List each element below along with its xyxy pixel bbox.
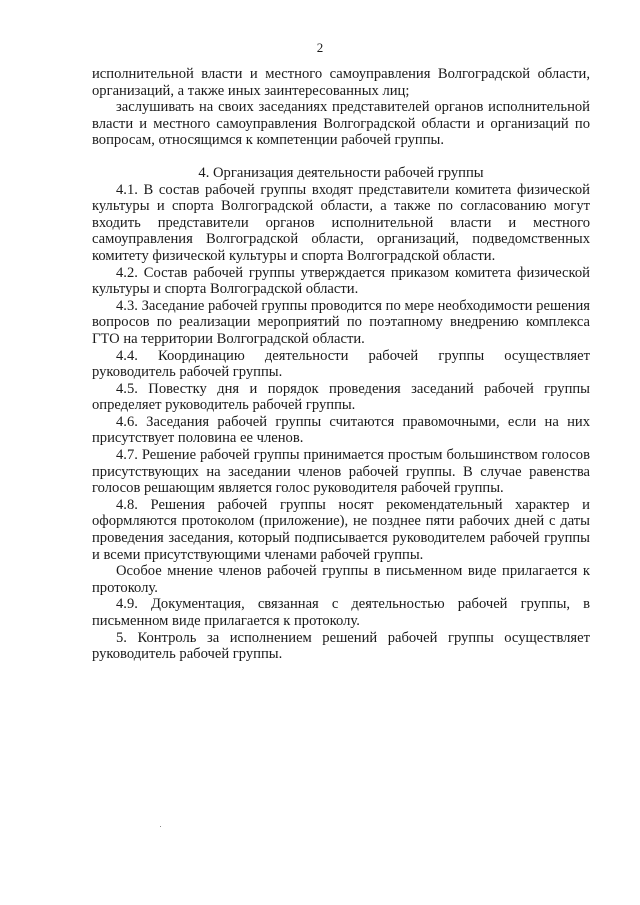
- paragraph-4-8: 4.8. Решения рабочей группы носят рекомендательный характер и оформляются протоколом (приложение), не позднее пяти рабочих дней с даты проведения заседания, который подписывается руководителем рабочей группы и всеми присутствующими членами рабочей группы.: [92, 496, 590, 563]
- paragraph-4-1: 4.1. В состав рабочей группы входят представители комитета физической культуры и спорта Волгоградской области, а также по согласованию могут входить представители органов исполнительной власти и местного самоуправления Волгоградской области, организаций, подведомственных комитету физической культуры и спорта Волгоградской области.: [92, 181, 590, 264]
- paragraph-continuation: исполнительной власти и местного самоуправления Волгоградской области, организаций, а также иных заинтересованных лиц;: [92, 66, 590, 99]
- paragraph-hear-representatives: заслушивать на своих заседаниях представителей органов исполнительной власти и местного самоуправления Волгоградской области и организаций по вопросам, относящимся к компетенции рабочей группы.: [92, 99, 590, 149]
- section-heading-4: 4. Организация деятельности рабочей группы: [198, 164, 484, 181]
- paragraph-4-4: 4.4. Координацию деятельности рабочей группы осуществляет руководитель рабочей группы.: [92, 347, 590, 381]
- paragraph-4-2: 4.2. Состав рабочей группы утверждается приказом комитета физической культуры и спорта Волгоградской области.: [92, 264, 590, 298]
- paragraph-4-9: 4.9. Документация, связанная с деятельностью рабочей группы, в письменном виде прилагается к протоколу.: [92, 596, 590, 629]
- paragraph-4-3: 4.3. Заседание рабочей группы проводится по мере необходимости решения вопросов по реализации мероприятий по поэтапному внедрению комплекса ГТО на территории Волгоградской области.: [92, 297, 590, 347]
- paragraph-4-7: 4.7. Решение рабочей группы принимается простым большинством голосов присутствующих на заседании членов рабочей группы. В случае равенства голосов решающим является голос руководителя рабочей группы.: [92, 447, 590, 497]
- document-body: [92, 66, 590, 663]
- paragraph-4-5: 4.5. Повестку дня и порядок проведения заседаний рабочей группы определяет руководитель рабочей группы.: [92, 380, 590, 414]
- scan-speck: [160, 826, 161, 827]
- page-number: 2: [316, 40, 324, 55]
- paragraph-4-8-dissent: Особое мнение членов рабочей группы в письменном виде прилагается к протоколу.: [92, 563, 590, 596]
- paragraph-4-6: 4.6. Заседания рабочей группы считаются правомочными, если на них присутствует половина ее членов.: [92, 413, 590, 447]
- paragraph-5: 5. Контроль за исполнением решений рабочей группы осуществляет руководитель рабочей группы.: [92, 629, 590, 663]
